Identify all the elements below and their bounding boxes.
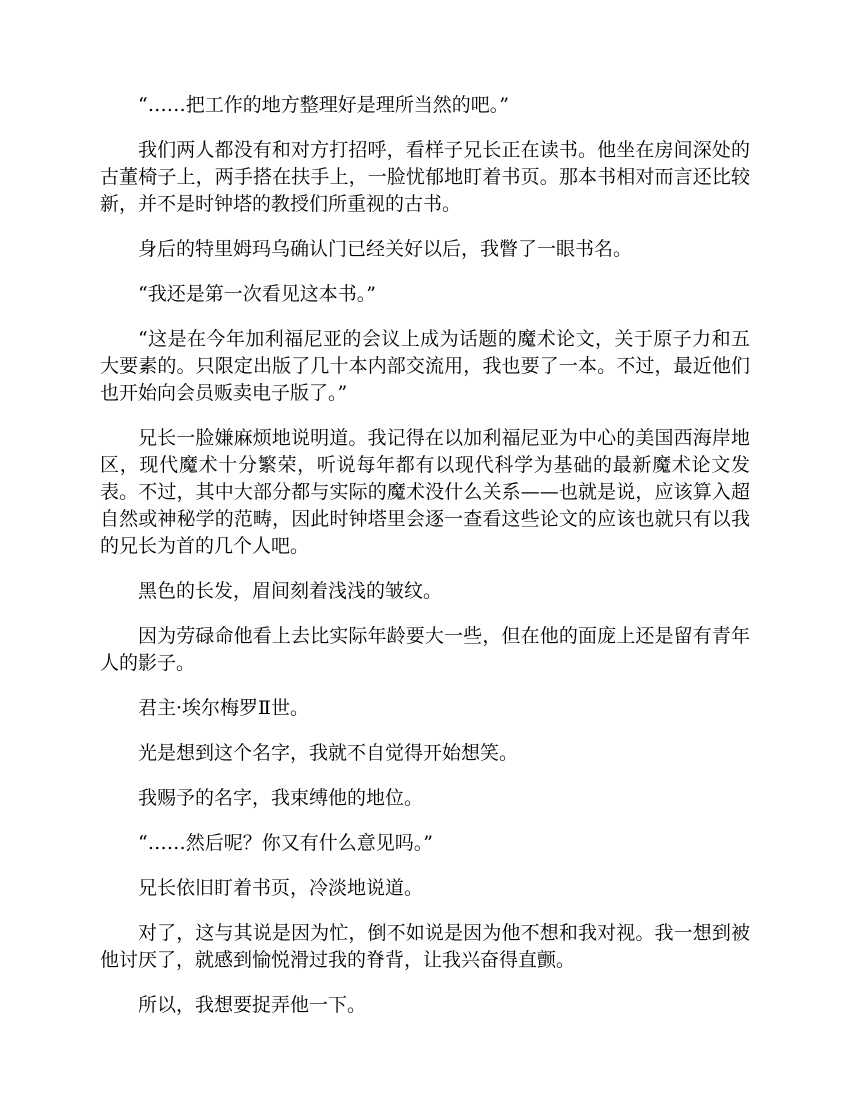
- paragraph: “……把工作的地方整理好是理所当然的吧。”: [138, 94, 509, 116]
- paragraph: 兄长依旧盯着书页，冷淡地说道。: [138, 877, 424, 899]
- paragraph: 我们两人都没有和对方打招呼，看样子兄长正在读书。他坐在房间深处的古董椅子上，两手搭在扶手上，一脸忧郁地盯着书页。那本书相对而言还比较新，并不是时钟塔的教授们所重视的古书。: [100, 139, 750, 215]
- paragraph: 对了，这与其说是因为忙，倒不如说是因为他不想和我对视。我一想到被他讨厌了，就感到愉悦滑过我的脊背，让我兴奋得直颤。: [100, 922, 750, 971]
- paragraph: 黑色的长发，眉间刻着浅浅的皱纹。: [138, 580, 443, 602]
- paragraph: 所以，我想要捉弄他一下。: [138, 994, 367, 1016]
- paragraph: 我赐予的名字，我束缚他的地位。: [138, 787, 424, 809]
- paragraph: 兄长一脸嫌麻烦地说明道。我记得在以加利福尼亚为中心的美国西海岸地区，现代魔术十分繁荣，听说每年都有以现代科学为基础的最新魔术论文发表。不过，其中大部分都与实际的魔术没什么关系——也就是说，应该算入超自然或神秘学的范畴，因此时钟塔里会逐一查看这些论文的应该也就只有以我的兄长为首的几个人吧。: [100, 427, 750, 557]
- paragraph: 光是想到这个名字，我就不自觉得开始想笑。: [138, 742, 519, 764]
- paragraph: 因为劳碌命他看上去比实际年龄要大一些，但在他的面庞上还是留有青年人的影子。: [100, 625, 750, 674]
- paragraph: 君主·埃尔梅罗Ⅱ世。: [138, 697, 309, 719]
- paragraph: “这是在今年加利福尼亚的会议上成为话题的魔术论文，关于原子力和五大要素的。只限定出版了几十本内部交流用，我也要了一本。不过，最近他们也开始向会员贩卖电子版了。”: [100, 328, 750, 404]
- paragraph: 身后的特里姆玛乌确认门已经关好以后，我瞥了一眼书名。: [138, 238, 633, 260]
- paragraph: “……然后呢？你又有什么意见吗。”: [138, 832, 433, 854]
- paragraph: “我还是第一次看见这本书。”: [138, 283, 376, 305]
- text-body: [100, 92, 750, 1037]
